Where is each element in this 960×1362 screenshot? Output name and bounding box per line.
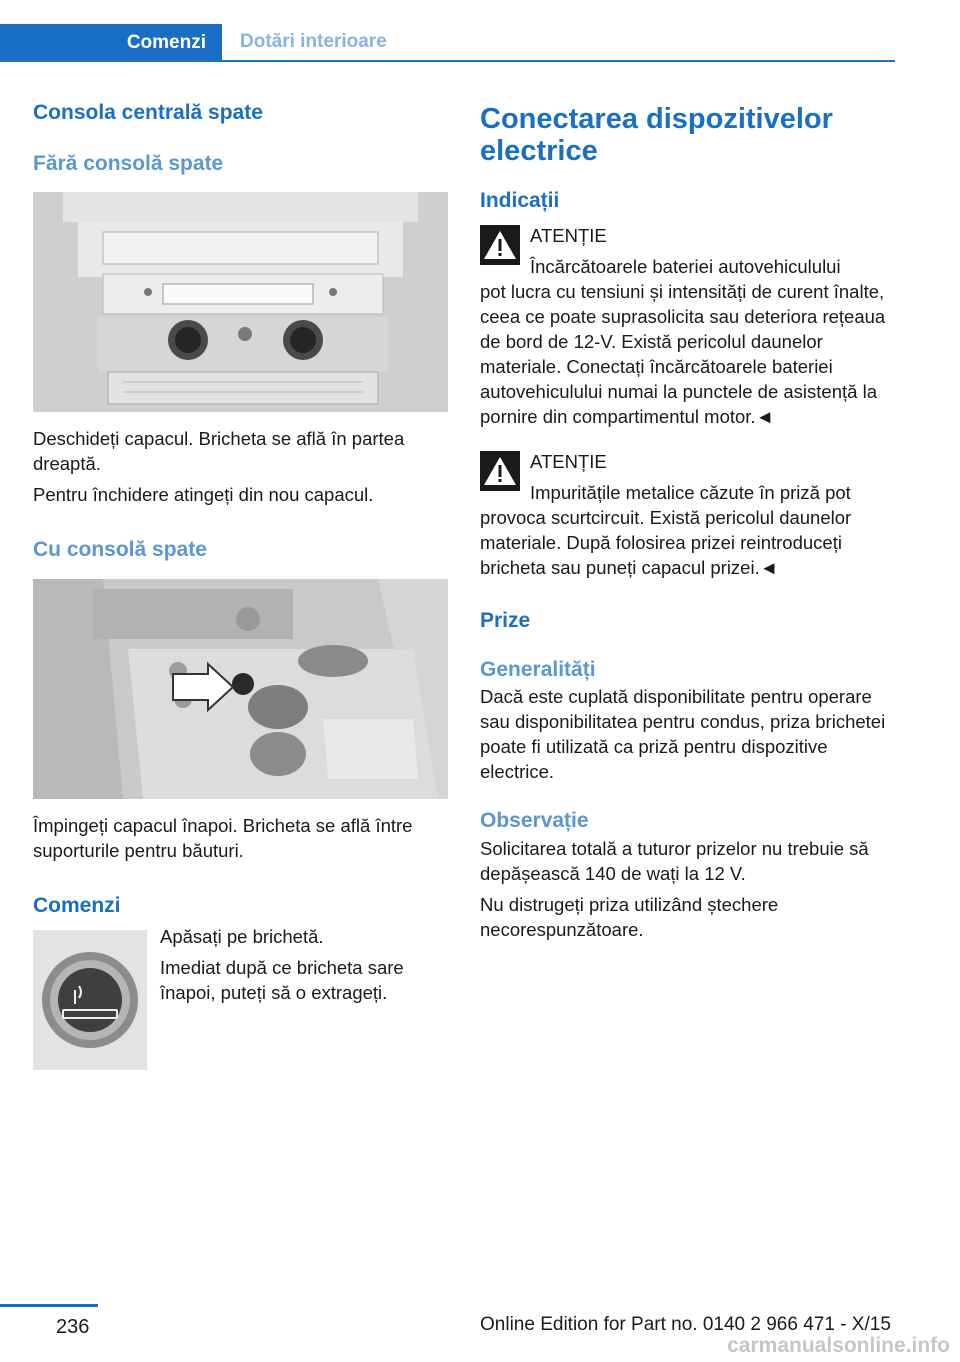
heading-conectarea: Conectarea dispozitivelor electrice — [480, 103, 833, 167]
warning-triangle-icon — [480, 225, 520, 265]
comenzi-block — [33, 924, 448, 1064]
warning-2-first-line: Impuritățile metalice căzute în priză pot — [530, 481, 851, 503]
text-deschideti: Deschideți capacul. Bricheta se află în partea dreaptă. — [33, 428, 405, 475]
page-header — [0, 24, 895, 62]
heading-observatie: Observație — [480, 809, 589, 833]
warning-1-first-line: Încărcătoarele bateriei autovehiculului — [530, 255, 841, 277]
right-column — [480, 100, 892, 942]
footer-line — [0, 1304, 98, 1307]
lighter-button-image — [33, 930, 147, 1070]
heading-cu-consola: Cu consolă spate — [33, 538, 207, 562]
text-impingeti: Împingeți capacul înapoi. Bricheta se află între suporturile pentru băuturi. — [33, 814, 413, 861]
heading-indicatii: Indicații — [480, 188, 560, 212]
heading-fara-consola: Fără consolă spate — [33, 152, 224, 176]
warning-triangle-icon — [480, 451, 520, 491]
photo-with-console — [33, 579, 448, 799]
text-solicitarea: Solicitarea totală a tuturor prizelor nu trebuie să depășească 140 de wați la 12 V. — [480, 837, 869, 884]
edition-text: Online Edition for Part no. 0140 2 966 471 - X/15 — [480, 1314, 891, 1335]
text-imediat: Imediat după ce bricheta sare înapoi, puteți să o extrageți. — [160, 956, 404, 1003]
warning-block-2 — [480, 449, 892, 580]
heading-generalitati: Generalități — [480, 658, 596, 682]
left-column — [33, 100, 448, 1064]
photo-without-console — [33, 192, 448, 412]
tab-comenzi[interactable]: Comenzi — [0, 24, 222, 62]
text-apasati: Apăsați pe brichetă. — [160, 925, 324, 947]
text-nu-distrugeti: Nu distrugeți priza utilizând ștechere necorespunzătoare. — [480, 893, 779, 940]
page-number: 236 — [56, 1316, 90, 1338]
warning-block-1 — [480, 223, 892, 429]
tab-dotari-interioare[interactable]: Dotări interioare — [222, 24, 895, 62]
warning-2-text: provoca scurtcircuit. Există pericolul daunelor materiale. După folosirea prizei reintroduceți bricheta sau puneți capacul prizei.◄ — [480, 506, 852, 578]
warning-1-text: pot lucra cu tensiuni și intensități de curent înalte, ceea ce poate suprasolicita sau deteriora rețeaua de bord de 12-V. Există pericolul daunelor materiale. Conectați încărcătoarele bateriei autovehiculului numai la punctele de asistență la pornire din compartimentul motor.◄ — [480, 280, 886, 427]
heading-consola-centrala: Consola centrală spate — [33, 101, 263, 124]
warning-2-title: ATENȚIE — [530, 450, 607, 472]
heading-prize: Prize — [480, 608, 531, 632]
warning-1-title: ATENȚIE — [530, 224, 607, 246]
text-pentru-inchidere: Pentru închidere atingeți din nou capacul. — [33, 484, 374, 506]
text-generalitati: Dacă este cuplată disponibilitate pentru operare sau disponibilitatea pentru condus, priza brichetei poate fi utilizată ca priză pentru dispozitive electrice. — [480, 686, 886, 783]
heading-comenzi: Comenzi — [33, 893, 121, 917]
watermark: carmanualsonline.info — [727, 1334, 950, 1357]
